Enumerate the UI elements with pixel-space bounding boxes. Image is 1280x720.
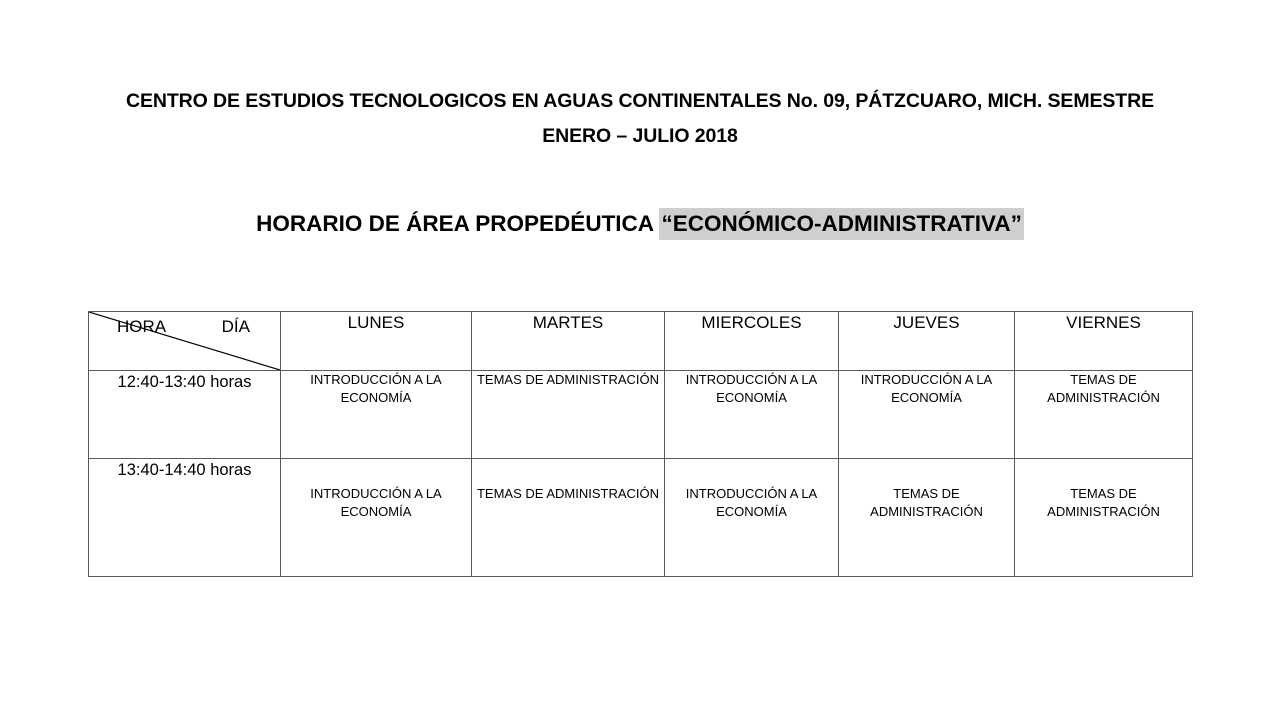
header-day-martes: MARTES xyxy=(472,312,665,371)
time-slot-cell: 12:40-13:40 horas xyxy=(89,371,281,459)
subject-cell-miercoles: INTRODUCCIÓN A LA ECONOMÍA xyxy=(665,371,839,459)
document-subtitle xyxy=(100,208,1180,240)
subject-cell-lunes: INTRODUCCIÓN A LA ECONOMÍA xyxy=(281,459,472,577)
corner-label-dia: DÍA xyxy=(221,317,250,336)
document-subtitle-prefix: HORARIO DE ÁREA PROPEDÉUTICA xyxy=(256,211,660,236)
table-header-row xyxy=(89,312,1193,371)
document-title xyxy=(100,84,1180,154)
document-title-line2: ENERO – JULIO 2018 xyxy=(542,125,738,147)
subject-cell-viernes: TEMAS DE ADMINISTRACIÓN xyxy=(1015,371,1193,459)
subject-cell-viernes: TEMAS DE ADMINISTRACIÓN xyxy=(1015,459,1193,577)
subject-cell-martes: TEMAS DE ADMINISTRACIÓN xyxy=(472,371,665,459)
header-day-lunes: LUNES xyxy=(281,312,472,371)
subject-cell-jueves: INTRODUCCIÓN A LA ECONOMÍA xyxy=(839,371,1015,459)
header-day-jueves: JUEVES xyxy=(839,312,1015,371)
table-row xyxy=(89,371,1193,459)
document-title-line1: CENTRO DE ESTUDIOS TECNOLOGICOS EN AGUAS CONTINENTALES No. 09, PÁTZCUARO, MICH. SEMESTRE xyxy=(125,90,1154,112)
time-slot-cell: 13:40-14:40 horas xyxy=(89,459,281,577)
corner-label-hora: HORA xyxy=(117,317,167,336)
subject-cell-martes: TEMAS DE ADMINISTRACIÓN xyxy=(472,459,665,577)
header-day-miercoles: MIERCOLES xyxy=(665,312,839,371)
schedule-table xyxy=(88,311,1193,577)
table-row xyxy=(89,459,1193,577)
subject-cell-miercoles: INTRODUCCIÓN A LA ECONOMÍA xyxy=(665,459,839,577)
header-corner-cell xyxy=(89,312,281,371)
subject-cell-jueves: TEMAS DE ADMINISTRACIÓN xyxy=(839,459,1015,577)
document-subtitle-highlighted: “ECONÓMICO-ADMINISTRATIVA” xyxy=(659,208,1023,240)
subject-cell-lunes: INTRODUCCIÓN A LA ECONOMÍA xyxy=(281,371,472,459)
header-day-viernes: VIERNES xyxy=(1015,312,1193,371)
